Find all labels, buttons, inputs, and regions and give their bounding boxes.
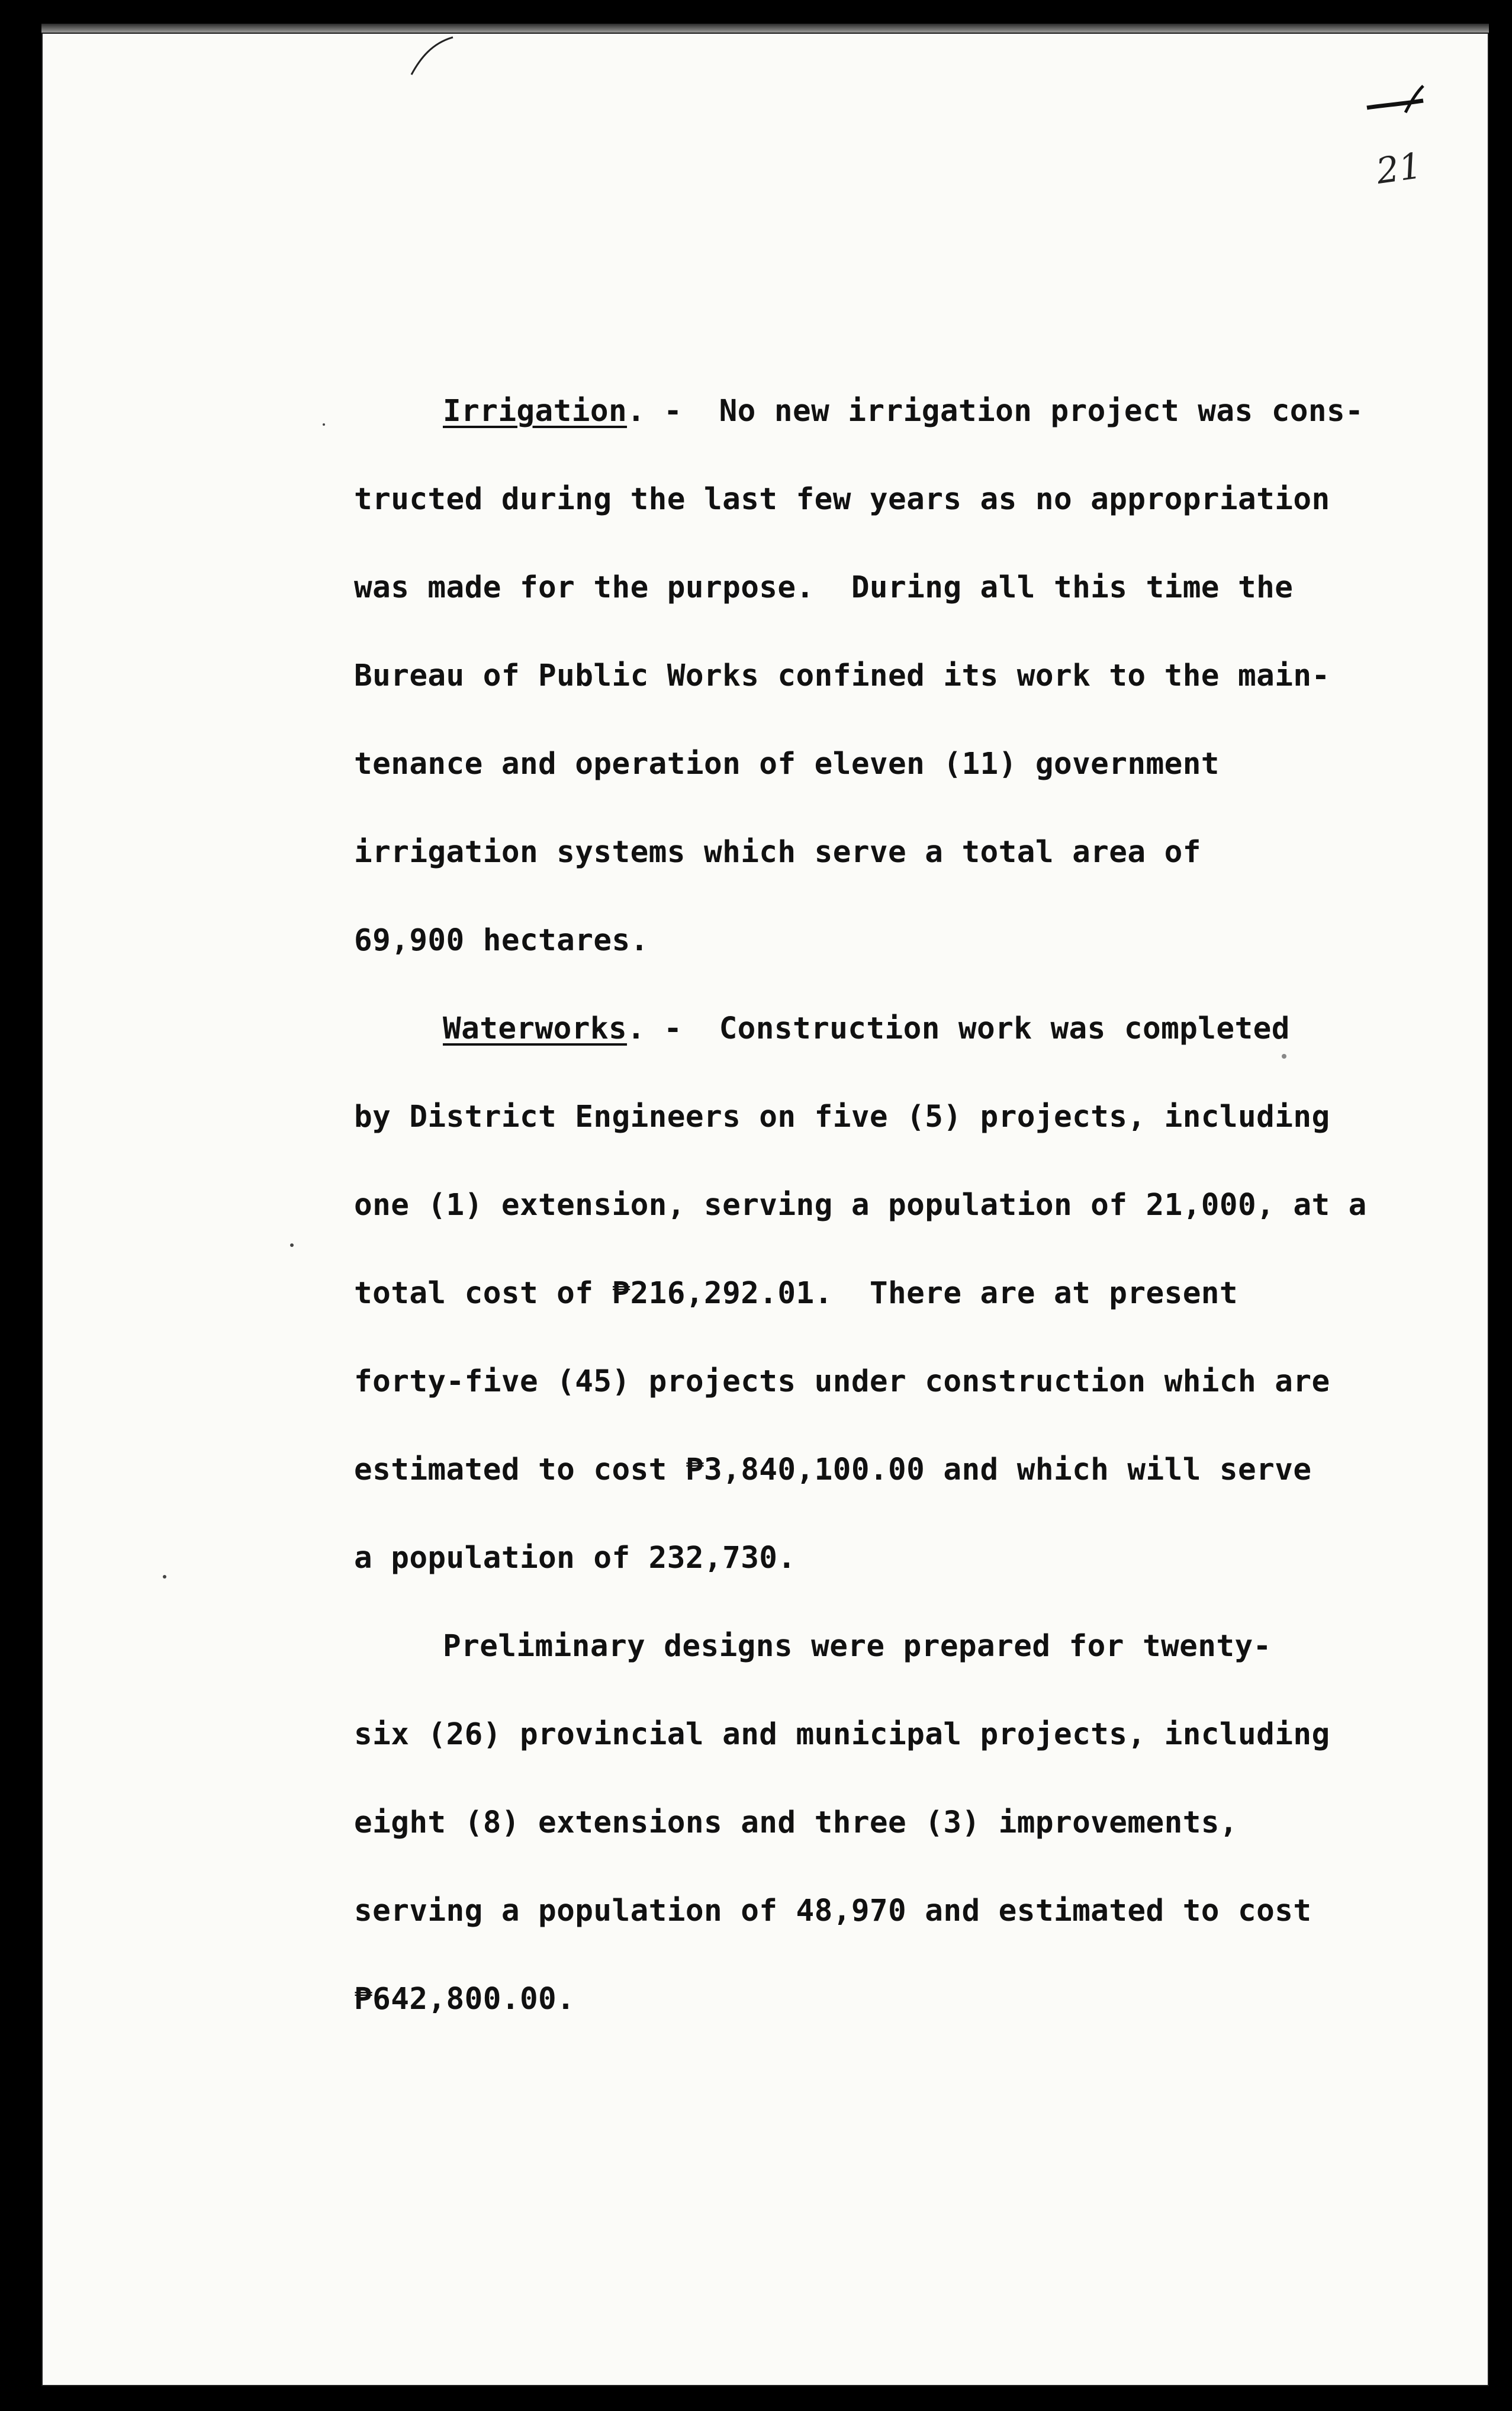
text-line: 69,900 hectares. — [354, 923, 649, 958]
paragraph-preliminary-designs — [354, 1602, 1372, 2043]
paper-speck — [163, 1575, 166, 1579]
stray-pen-stroke — [408, 34, 456, 76]
paper-speck — [1282, 1054, 1286, 1059]
text-line: forty-five (45) projects under construction which are — [354, 1364, 1330, 1399]
text-line: . - Construction work was completed — [627, 1011, 1290, 1046]
text-line: by District Engineers on five (5) projects, including — [354, 1100, 1330, 1134]
text-line: estimated to cost ₱3,840,100.00 and which will serve — [354, 1452, 1312, 1487]
paragraph-irrigation — [354, 367, 1372, 985]
text-line: tenance and operation of eleven (11) government — [354, 747, 1220, 782]
paper-speck — [290, 1243, 294, 1247]
text-line: six (26) provincial and municipal projects, including — [354, 1717, 1330, 1752]
document-body — [354, 367, 1372, 2043]
text-line: . - No new irrigation project was cons- — [627, 394, 1364, 429]
paragraph-waterworks — [354, 985, 1372, 1602]
text-line: Bureau of Public Works confined its work to the main- — [354, 658, 1330, 693]
text-line: eight (8) extensions and three (3) improvements, — [354, 1805, 1238, 1840]
text-line: one (1) extension, serving a population of 21,000, at a — [354, 1188, 1367, 1223]
paper-speck — [323, 423, 325, 426]
section-heading-irrigation: Irrigation — [443, 394, 628, 429]
text-line: tructed during the last few years as no appropriation — [354, 482, 1330, 517]
text-line: Preliminary designs were prepared for twenty- — [443, 1629, 1272, 1664]
text-line: was made for the purpose. During all this time the — [354, 570, 1294, 605]
check-mark-icon — [1364, 83, 1429, 118]
text-line: irrigation systems which serve a total area of — [354, 835, 1201, 870]
text-line: a population of 232,730. — [354, 1541, 796, 1576]
text-line: serving a population of 48,970 and estimated to cost — [354, 1894, 1312, 1928]
section-heading-waterworks: Waterworks — [443, 1011, 628, 1046]
page-number: 21 — [1373, 145, 1424, 192]
text-line: ₱642,800.00. — [354, 1982, 575, 2017]
text-line: total cost of ₱216,292.01. There are at present — [354, 1276, 1238, 1311]
